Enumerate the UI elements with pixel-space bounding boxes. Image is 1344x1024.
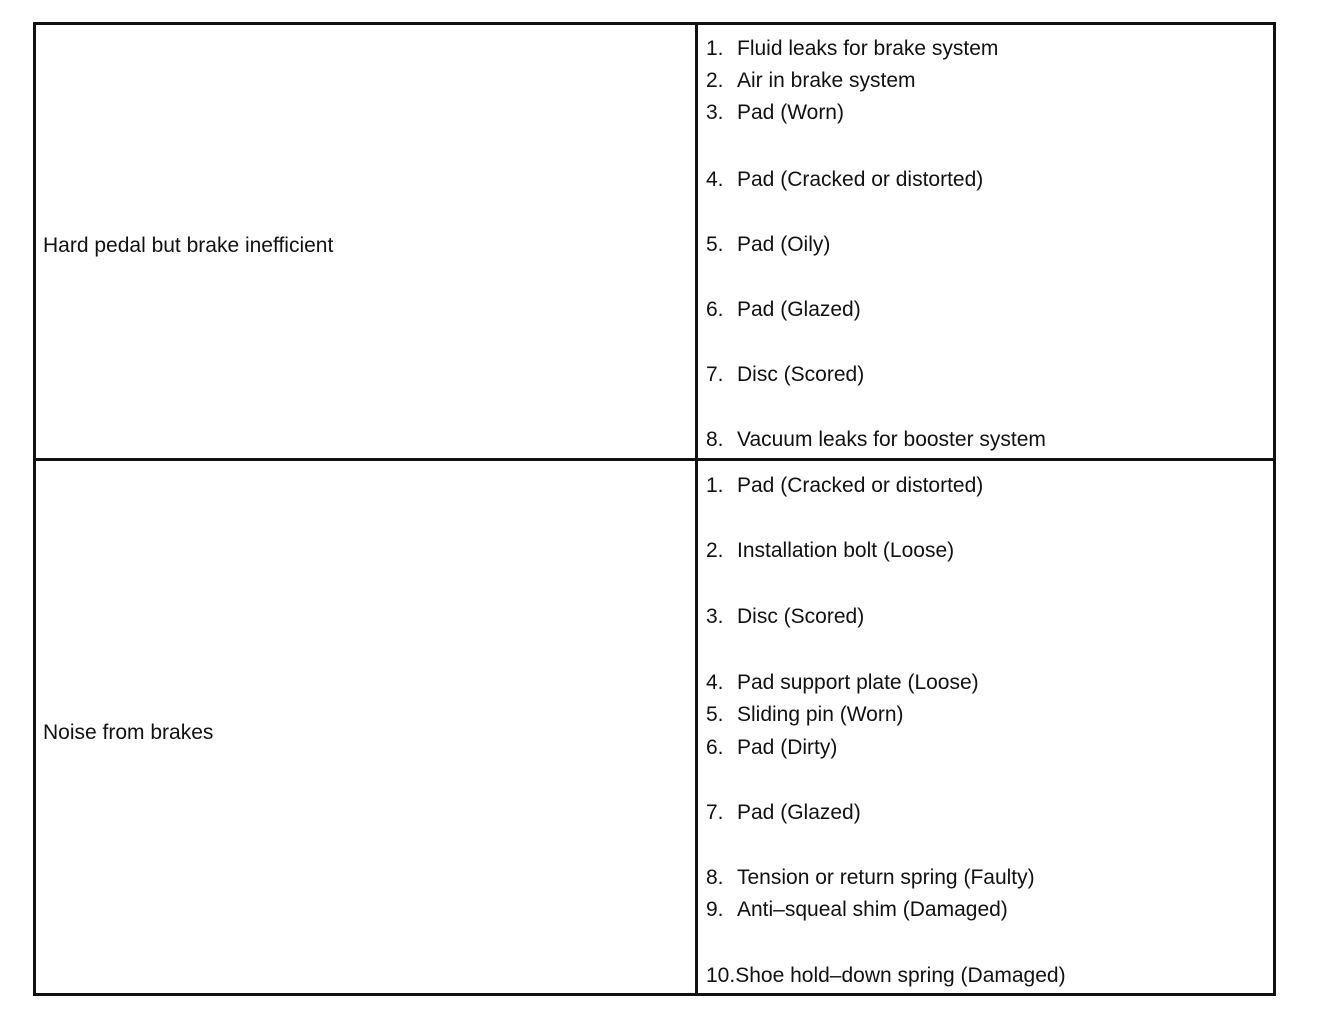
cause-text: Pad (Worn) (737, 101, 844, 124)
cause-item (706, 69, 916, 93)
cause-item (706, 964, 1066, 988)
cause-item (706, 363, 864, 387)
cause-text: Anti–squeal shim (Damaged) (737, 898, 1008, 921)
cause-text: Tension or return spring (Faulty) (737, 866, 1035, 889)
cause-text: Disc (Scored) (737, 605, 865, 628)
cause-item (706, 474, 983, 498)
cause-number: 3. (706, 101, 724, 124)
cause-number: 9. (706, 898, 724, 921)
cause-item (706, 801, 861, 825)
cause-number: 5. (706, 703, 724, 726)
cause-item (706, 605, 864, 629)
cause-number: 4. (706, 168, 724, 191)
cause-text: Shoe hold–down spring (Damaged) (735, 964, 1066, 987)
cause-item (706, 298, 861, 322)
cause-text: Fluid leaks for brake system (737, 37, 999, 60)
cause-number: 10. (706, 964, 736, 987)
cause-item (706, 37, 998, 61)
cause-number: 5. (706, 233, 724, 256)
cause-number: 8. (706, 428, 724, 451)
cause-item (706, 866, 1035, 890)
cause-item (706, 428, 1046, 452)
cause-item (706, 671, 979, 695)
symptom-cell: Hard pedal but brake inefficient (43, 234, 334, 257)
cause-number: 1. (706, 474, 724, 497)
cause-text: Pad (Glazed) (737, 801, 861, 824)
cause-item (706, 703, 904, 727)
cause-item (706, 168, 983, 192)
cause-number: 6. (706, 298, 724, 321)
cause-text: Air in brake system (737, 69, 916, 92)
cause-number: 7. (706, 801, 724, 824)
cause-item (706, 101, 844, 125)
cause-text: Disc (Scored) (737, 363, 865, 386)
column-divider (695, 22, 698, 996)
cause-number: 3. (706, 605, 724, 628)
cause-text: Sliding pin (Worn) (737, 703, 904, 726)
symptom-cell: Noise from brakes (43, 721, 214, 744)
cause-text: Pad (Oily) (737, 233, 831, 256)
table-border (33, 22, 1276, 996)
cause-text: Installation bolt (Loose) (737, 539, 955, 562)
cause-number: 6. (706, 736, 724, 759)
cause-number: 1. (706, 37, 724, 60)
cause-item (706, 233, 830, 257)
row-divider (33, 458, 1276, 461)
cause-text: Pad (Cracked or distorted) (737, 168, 984, 191)
cause-item (706, 539, 954, 563)
cause-item (706, 736, 837, 760)
cause-text: Pad support plate (Loose) (737, 671, 979, 694)
cause-number: 2. (706, 69, 724, 92)
cause-item (706, 898, 1008, 922)
cause-number: 4. (706, 671, 724, 694)
cause-text: Vacuum leaks for booster system (737, 428, 1046, 451)
cause-text: Pad (Glazed) (737, 298, 861, 321)
cause-number: 7. (706, 363, 724, 386)
cause-number: 8. (706, 866, 724, 889)
cause-number: 2. (706, 539, 724, 562)
cause-text: Pad (Cracked or distorted) (737, 474, 984, 497)
cause-text: Pad (Dirty) (737, 736, 838, 759)
